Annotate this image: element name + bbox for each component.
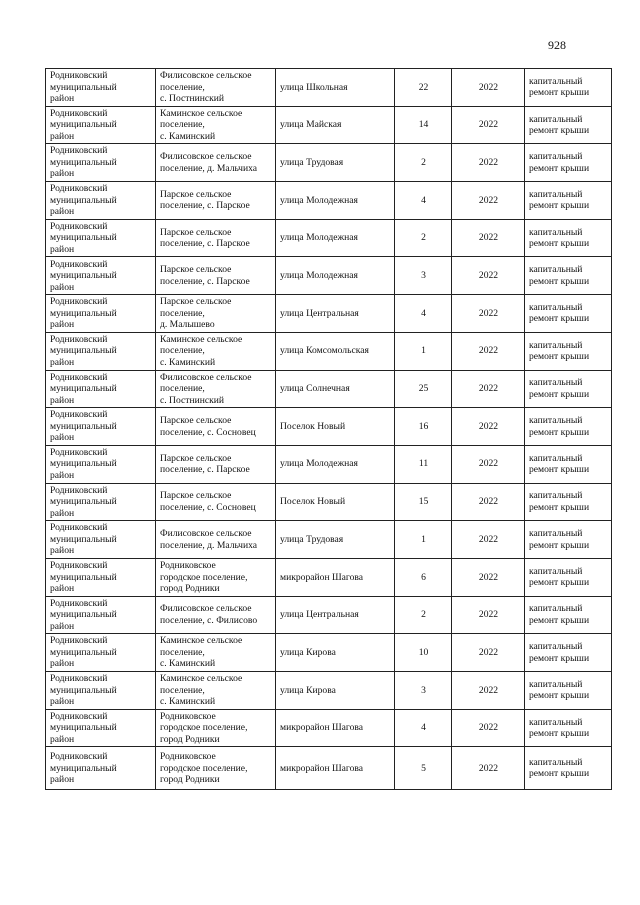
street-cell: Поселок Новый xyxy=(276,483,395,521)
district-cell: Родниковский муниципальный район xyxy=(46,558,156,596)
work-type-cell: капитальный ремонт крыши xyxy=(525,182,612,220)
work-type-cell: капитальный ремонт крыши xyxy=(525,709,612,747)
settlement-cell: Родниковское городское поселение, город Родники xyxy=(156,709,276,747)
table-row xyxy=(46,332,612,370)
house-number-cell: 5 xyxy=(395,747,452,790)
table-row xyxy=(46,408,612,446)
work-type-cell: капитальный ремонт крыши xyxy=(525,747,612,790)
street-cell: улица Кирова xyxy=(276,634,395,672)
settlement-cell: Филисовское сельское поселение, с. Постнинский xyxy=(156,69,276,107)
house-number-cell: 25 xyxy=(395,370,452,408)
work-type-cell: капитальный ремонт крыши xyxy=(525,672,612,710)
house-number-cell: 22 xyxy=(395,69,452,107)
street-cell: улица Школьная xyxy=(276,69,395,107)
settlement-cell: Парское сельское поселение, с. Парское xyxy=(156,219,276,257)
page-number: 928 xyxy=(548,38,566,52)
street-cell: улица Солнечная xyxy=(276,370,395,408)
work-type-cell: капитальный ремонт крыши xyxy=(525,634,612,672)
work-type-cell: капитальный ремонт крыши xyxy=(525,219,612,257)
work-type-cell: капитальный ремонт крыши xyxy=(525,257,612,295)
year-cell: 2022 xyxy=(452,219,525,257)
house-number-cell: 11 xyxy=(395,445,452,483)
street-cell: Поселок Новый xyxy=(276,408,395,446)
house-number-cell: 14 xyxy=(395,106,452,144)
settlement-cell: Каминское сельское поселение, с. Каминский xyxy=(156,106,276,144)
table-row xyxy=(46,558,612,596)
street-cell: улица Трудовая xyxy=(276,521,395,559)
year-cell: 2022 xyxy=(452,558,525,596)
year-cell: 2022 xyxy=(452,144,525,182)
house-number-cell: 2 xyxy=(395,144,452,182)
work-type-cell: капитальный ремонт крыши xyxy=(525,106,612,144)
table-body xyxy=(46,69,612,790)
settlement-cell: Родниковское городское поселение, город Родники xyxy=(156,747,276,790)
year-cell: 2022 xyxy=(452,69,525,107)
district-cell: Родниковский муниципальный район xyxy=(46,445,156,483)
work-type-cell: капитальный ремонт крыши xyxy=(525,370,612,408)
year-cell: 2022 xyxy=(452,445,525,483)
street-cell: микрорайон Шагова xyxy=(276,558,395,596)
work-type-cell: капитальный ремонт крыши xyxy=(525,408,612,446)
house-number-cell: 2 xyxy=(395,219,452,257)
table-row xyxy=(46,182,612,220)
work-type-cell: капитальный ремонт крыши xyxy=(525,332,612,370)
work-type-cell: капитальный ремонт крыши xyxy=(525,596,612,634)
settlement-cell: Парское сельское поселение, с. Парское xyxy=(156,182,276,220)
district-cell: Родниковский муниципальный район xyxy=(46,182,156,220)
street-cell: улица Молодежная xyxy=(276,182,395,220)
table-row xyxy=(46,747,612,790)
settlement-cell: Парское сельское поселение, с. Парское xyxy=(156,445,276,483)
house-number-cell: 6 xyxy=(395,558,452,596)
year-cell: 2022 xyxy=(452,106,525,144)
settlement-cell: Каминское сельское поселение, с. Каминский xyxy=(156,634,276,672)
work-type-cell: капитальный ремонт крыши xyxy=(525,144,612,182)
table-row xyxy=(46,672,612,710)
district-cell: Родниковский муниципальный район xyxy=(46,747,156,790)
house-number-cell: 3 xyxy=(395,672,452,710)
street-cell: микрорайон Шагова xyxy=(276,709,395,747)
housing-repair-table xyxy=(45,68,612,790)
settlement-cell: Родниковское городское поселение, город Родники xyxy=(156,558,276,596)
table-row xyxy=(46,483,612,521)
settlement-cell: Парское сельское поселение, с. Сосновец xyxy=(156,483,276,521)
table-row xyxy=(46,370,612,408)
district-cell: Родниковский муниципальный район xyxy=(46,634,156,672)
work-type-cell: капитальный ремонт крыши xyxy=(525,445,612,483)
street-cell: улица Комсомольская xyxy=(276,332,395,370)
table-row xyxy=(46,445,612,483)
district-cell: Родниковский муниципальный район xyxy=(46,408,156,446)
work-type-cell: капитальный ремонт крыши xyxy=(525,558,612,596)
district-cell: Родниковский муниципальный район xyxy=(46,295,156,333)
table-row xyxy=(46,634,612,672)
house-number-cell: 1 xyxy=(395,332,452,370)
street-cell: улица Молодежная xyxy=(276,257,395,295)
street-cell: микрорайон Шагова xyxy=(276,747,395,790)
year-cell: 2022 xyxy=(452,596,525,634)
district-cell: Родниковский муниципальный район xyxy=(46,709,156,747)
district-cell: Родниковский муниципальный район xyxy=(46,69,156,107)
house-number-cell: 16 xyxy=(395,408,452,446)
settlement-cell: Парское сельское поселение, с. Сосновец xyxy=(156,408,276,446)
house-number-cell: 3 xyxy=(395,257,452,295)
year-cell: 2022 xyxy=(452,634,525,672)
year-cell: 2022 xyxy=(452,370,525,408)
district-cell: Родниковский муниципальный район xyxy=(46,370,156,408)
table-row xyxy=(46,709,612,747)
year-cell: 2022 xyxy=(452,182,525,220)
house-number-cell: 4 xyxy=(395,295,452,333)
settlement-cell: Парское сельское поселение, с. Парское xyxy=(156,257,276,295)
house-number-cell: 1 xyxy=(395,521,452,559)
settlement-cell: Филисовское сельское поселение, с. Постнинский xyxy=(156,370,276,408)
street-cell: улица Центральная xyxy=(276,295,395,333)
year-cell: 2022 xyxy=(452,672,525,710)
house-number-cell: 2 xyxy=(395,596,452,634)
year-cell: 2022 xyxy=(452,295,525,333)
street-cell: улица Молодежная xyxy=(276,445,395,483)
table-row xyxy=(46,257,612,295)
table-row xyxy=(46,596,612,634)
work-type-cell: капитальный ремонт крыши xyxy=(525,483,612,521)
settlement-cell: Парское сельское поселение, д. Малышево xyxy=(156,295,276,333)
year-cell: 2022 xyxy=(452,332,525,370)
year-cell: 2022 xyxy=(452,483,525,521)
district-cell: Родниковский муниципальный район xyxy=(46,483,156,521)
table-row xyxy=(46,295,612,333)
year-cell: 2022 xyxy=(452,709,525,747)
district-cell: Родниковский муниципальный район xyxy=(46,219,156,257)
year-cell: 2022 xyxy=(452,521,525,559)
house-number-cell: 15 xyxy=(395,483,452,521)
settlement-cell: Каминское сельское поселение, с. Каминский xyxy=(156,332,276,370)
district-cell: Родниковский муниципальный район xyxy=(46,144,156,182)
street-cell: улица Трудовая xyxy=(276,144,395,182)
district-cell: Родниковский муниципальный район xyxy=(46,672,156,710)
work-type-cell: капитальный ремонт крыши xyxy=(525,69,612,107)
work-type-cell: капитальный ремонт крыши xyxy=(525,295,612,333)
table-row xyxy=(46,69,612,107)
street-cell: улица Майская xyxy=(276,106,395,144)
settlement-cell: Филисовское сельское поселение, с. Филисово xyxy=(156,596,276,634)
year-cell: 2022 xyxy=(452,408,525,446)
work-type-cell: капитальный ремонт крыши xyxy=(525,521,612,559)
table-row xyxy=(46,219,612,257)
table-row xyxy=(46,106,612,144)
year-cell: 2022 xyxy=(452,747,525,790)
settlement-cell: Филисовское сельское поселение, д. Мальчиха xyxy=(156,144,276,182)
house-number-cell: 4 xyxy=(395,709,452,747)
settlement-cell: Каминское сельское поселение, с. Каминский xyxy=(156,672,276,710)
year-cell: 2022 xyxy=(452,257,525,295)
street-cell: улица Молодежная xyxy=(276,219,395,257)
district-cell: Родниковский муниципальный район xyxy=(46,596,156,634)
district-cell: Родниковский муниципальный район xyxy=(46,106,156,144)
settlement-cell: Филисовское сельское поселение, д. Мальчиха xyxy=(156,521,276,559)
district-cell: Родниковский муниципальный район xyxy=(46,257,156,295)
house-number-cell: 4 xyxy=(395,182,452,220)
table-row xyxy=(46,144,612,182)
table-row xyxy=(46,521,612,559)
district-cell: Родниковский муниципальный район xyxy=(46,521,156,559)
district-cell: Родниковский муниципальный район xyxy=(46,332,156,370)
house-number-cell: 10 xyxy=(395,634,452,672)
street-cell: улица Кирова xyxy=(276,672,395,710)
street-cell: улица Центральная xyxy=(276,596,395,634)
